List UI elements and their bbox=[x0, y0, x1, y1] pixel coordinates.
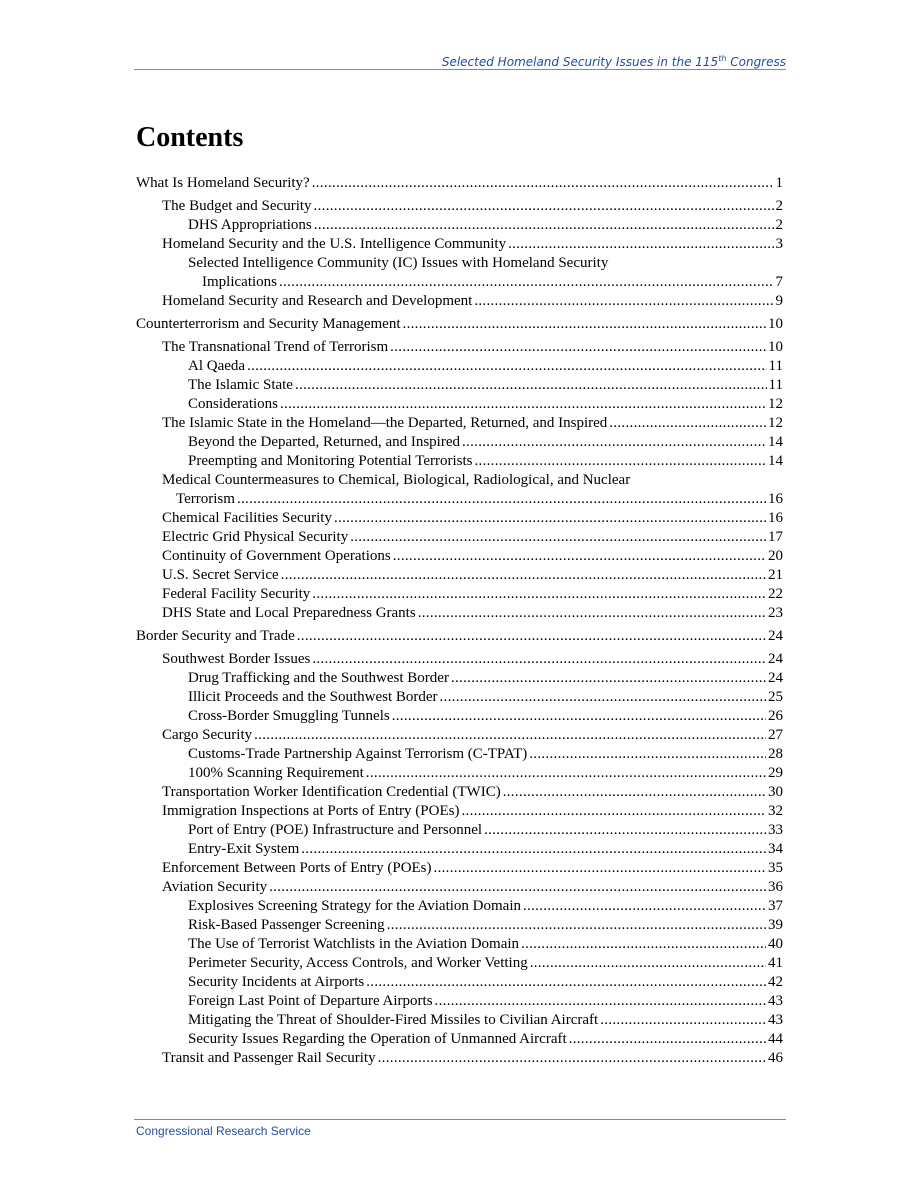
toc-page-number: 3 bbox=[775, 236, 783, 252]
toc-leader-dots bbox=[378, 1049, 766, 1068]
toc-entry-title: Southwest Border Issues bbox=[162, 651, 311, 667]
toc-entry-title: Chemical Facilities Security bbox=[162, 510, 332, 526]
toc-leader-dots bbox=[312, 650, 766, 669]
toc-leader-dots bbox=[435, 992, 766, 1011]
toc-page-number: 42 bbox=[768, 974, 783, 990]
toc-entry-title: Transportation Worker Identification Credential (TWIC) bbox=[162, 784, 501, 800]
toc-entry-title: U.S. Secret Service bbox=[162, 567, 279, 583]
toc-page-number: 14 bbox=[768, 453, 783, 469]
toc-leader-dots bbox=[280, 395, 766, 414]
toc-entry[interactable] bbox=[136, 1049, 783, 1068]
toc-entry-first-line[interactable] bbox=[136, 471, 783, 490]
toc-entry-title: Perimeter Security, Access Controls, and Worker Vetting bbox=[188, 955, 528, 971]
toc-page-number: 39 bbox=[768, 917, 783, 933]
toc-page-number: 21 bbox=[768, 567, 783, 583]
toc-page-number: 9 bbox=[775, 293, 783, 309]
toc-entry-title: Border Security and Trade bbox=[136, 628, 295, 644]
toc-leader-dots bbox=[314, 197, 774, 216]
toc-entry[interactable] bbox=[136, 935, 783, 954]
toc-entry[interactable] bbox=[136, 452, 783, 471]
toc-entry[interactable] bbox=[136, 745, 783, 764]
toc-page-number: 11 bbox=[768, 358, 783, 374]
toc-page-number: 11 bbox=[768, 377, 783, 393]
toc-leader-dots bbox=[462, 433, 766, 452]
toc-page-number: 36 bbox=[768, 879, 783, 895]
toc-leader-dots bbox=[269, 878, 766, 897]
toc-leader-dots bbox=[334, 509, 766, 528]
toc-page-number: 46 bbox=[768, 1050, 783, 1066]
toc-page-number: 10 bbox=[768, 339, 783, 355]
toc-entry-title: Illicit Proceeds and the Southwest Border bbox=[188, 689, 438, 705]
toc-entry-title: Foreign Last Point of Departure Airports bbox=[188, 993, 433, 1009]
toc-entry[interactable] bbox=[136, 627, 783, 646]
toc-entry[interactable] bbox=[136, 197, 783, 216]
toc-page-number: 1 bbox=[775, 175, 783, 191]
toc-entry[interactable] bbox=[136, 840, 783, 859]
toc-leader-dots bbox=[569, 1030, 766, 1049]
toc-entry[interactable] bbox=[136, 954, 783, 973]
toc-leader-dots bbox=[529, 745, 766, 764]
toc-entry-title: Transit and Passenger Rail Security bbox=[162, 1050, 376, 1066]
toc-entry-title: Al Qaeda bbox=[188, 358, 246, 374]
toc-page-number: 30 bbox=[768, 784, 783, 800]
toc-entry-title: Continuity of Government Operations bbox=[162, 548, 391, 564]
toc-page-number: 25 bbox=[768, 689, 783, 705]
toc-entry-title: Homeland Security and the U.S. Intelligence Community bbox=[162, 236, 507, 252]
toc-entry[interactable] bbox=[136, 357, 783, 376]
toc-entry[interactable] bbox=[136, 528, 783, 547]
toc-entry[interactable] bbox=[136, 174, 783, 193]
toc-page-number: 2 bbox=[775, 217, 783, 233]
toc-entry-title: DHS State and Local Preparedness Grants bbox=[162, 605, 416, 621]
toc-entry[interactable] bbox=[136, 992, 783, 1011]
toc-leader-dots bbox=[301, 840, 766, 859]
toc-page-number: 29 bbox=[768, 765, 783, 781]
toc-page-number: 28 bbox=[768, 746, 783, 762]
toc-leader-dots bbox=[609, 414, 766, 433]
footer-rule bbox=[134, 1119, 786, 1120]
toc-entry-title: Federal Facility Security bbox=[162, 586, 311, 602]
toc-entry-title: Mitigating the Threat of Shoulder-Fired Missiles to Civilian Aircraft bbox=[188, 1012, 599, 1028]
page-footer: Congressional Research Service bbox=[136, 1124, 311, 1138]
toc-entry-title: Security Issues Regarding the Operation of Unmanned Aircraft bbox=[188, 1031, 567, 1047]
toc-leader-dots bbox=[523, 897, 766, 916]
running-header bbox=[134, 54, 786, 69]
toc-leader-dots bbox=[314, 216, 774, 235]
toc-entry-title: The Transnational Trend of Terrorism bbox=[162, 339, 389, 355]
toc-leader-dots bbox=[508, 235, 773, 254]
toc-entry-title: Customs-Trade Partnership Against Terrorism (C-TPAT) bbox=[188, 746, 528, 762]
toc-entry[interactable] bbox=[136, 315, 783, 334]
toc-entry-title: Medical Countermeasures to Chemical, Biological, Radiological, and Nuclear bbox=[162, 472, 631, 488]
toc-entry-first-line[interactable] bbox=[136, 254, 783, 273]
toc-leader-dots bbox=[600, 1011, 766, 1030]
toc-entry[interactable] bbox=[136, 216, 783, 235]
toc-entry[interactable] bbox=[136, 859, 783, 878]
toc-page-number: 23 bbox=[768, 605, 783, 621]
toc-entry-title: Preempting and Monitoring Potential Terrorists bbox=[188, 453, 473, 469]
toc-leader-dots bbox=[461, 802, 766, 821]
toc-entry-title: Risk-Based Passenger Screening bbox=[188, 917, 385, 933]
toc-entry[interactable] bbox=[136, 973, 783, 992]
toc-page-number: 2 bbox=[775, 198, 783, 214]
toc-leader-dots bbox=[503, 783, 766, 802]
toc-page-number: 43 bbox=[768, 1012, 783, 1028]
toc-page-number: 32 bbox=[768, 803, 783, 819]
toc-leader-dots bbox=[350, 528, 766, 547]
header-suffix: Congress bbox=[726, 55, 786, 69]
toc-entry[interactable] bbox=[136, 235, 783, 254]
toc-entry[interactable] bbox=[136, 273, 783, 292]
toc-entry[interactable] bbox=[136, 707, 783, 726]
toc-entry[interactable] bbox=[136, 688, 783, 707]
toc-entry-title: Entry-Exit System bbox=[188, 841, 300, 857]
toc-entry[interactable] bbox=[136, 916, 783, 935]
toc-entry[interactable] bbox=[136, 547, 783, 566]
toc-entry[interactable] bbox=[136, 292, 783, 311]
toc-entry[interactable] bbox=[136, 604, 783, 623]
toc-entry[interactable] bbox=[136, 338, 783, 357]
toc-page-number: 16 bbox=[768, 491, 783, 507]
toc-entry-title: Aviation Security bbox=[162, 879, 268, 895]
toc-entry-title: Implications bbox=[202, 274, 277, 290]
page-title: Contents bbox=[136, 122, 244, 153]
toc-entry[interactable] bbox=[136, 414, 783, 433]
toc-page-number: 24 bbox=[768, 670, 783, 686]
toc-entry[interactable] bbox=[136, 585, 783, 604]
toc-entry[interactable] bbox=[136, 878, 783, 897]
toc-leader-dots bbox=[295, 376, 767, 395]
toc-entry-title: Cargo Security bbox=[162, 727, 253, 743]
toc-leader-dots bbox=[484, 821, 766, 840]
toc-entry-title: The Islamic State bbox=[188, 377, 293, 393]
toc-entry[interactable] bbox=[136, 650, 783, 669]
toc-entry-title: Considerations bbox=[188, 396, 278, 412]
toc-entry[interactable] bbox=[136, 821, 783, 840]
toc-entry-title: Port of Entry (POE) Infrastructure and Personnel bbox=[188, 822, 483, 838]
toc-entry-title: Selected Intelligence Community (IC) Issues with Homeland Security bbox=[188, 255, 609, 271]
toc-leader-dots bbox=[530, 954, 766, 973]
toc-entry[interactable] bbox=[136, 376, 783, 395]
toc-entry-title: Immigration Inspections at Ports of Entry (POEs) bbox=[162, 803, 460, 819]
toc-entry-title: Enforcement Between Ports of Entry (POEs) bbox=[162, 860, 432, 876]
toc-leader-dots bbox=[279, 273, 774, 292]
toc-leader-dots bbox=[366, 973, 766, 992]
toc-entry-title: Homeland Security and Research and Development bbox=[162, 293, 473, 309]
toc-entry[interactable] bbox=[136, 897, 783, 916]
toc-entry-title: What Is Homeland Security? bbox=[136, 175, 310, 191]
toc-leader-dots bbox=[247, 357, 766, 376]
table-of-contents bbox=[136, 174, 783, 1068]
toc-page-number: 12 bbox=[768, 415, 783, 431]
toc-entry-title: Drug Trafficking and the Southwest Border bbox=[188, 670, 449, 686]
toc-leader-dots bbox=[390, 338, 766, 357]
toc-page-number: 16 bbox=[768, 510, 783, 526]
toc-leader-dots bbox=[387, 916, 766, 935]
toc-page-number: 35 bbox=[768, 860, 783, 876]
toc-leader-dots bbox=[474, 452, 766, 471]
toc-entry-title: DHS Appropriations bbox=[188, 217, 312, 233]
header-text: Selected Homeland Security Issues in the 115 bbox=[441, 55, 719, 69]
toc-page-number: 22 bbox=[768, 586, 783, 602]
toc-page-number: 24 bbox=[768, 651, 783, 667]
toc-page-number: 41 bbox=[768, 955, 783, 971]
toc-entry[interactable] bbox=[136, 509, 783, 528]
toc-leader-dots bbox=[254, 726, 766, 745]
header-rule bbox=[134, 69, 786, 70]
toc-page-number: 20 bbox=[768, 548, 783, 564]
toc-leader-dots bbox=[521, 935, 766, 954]
toc-entry-title: Explosives Screening Strategy for the Aviation Domain bbox=[188, 898, 521, 914]
toc-leader-dots bbox=[440, 688, 766, 707]
toc-page-number: 10 bbox=[768, 316, 783, 332]
toc-page-number: 26 bbox=[768, 708, 783, 724]
toc-entry[interactable] bbox=[136, 490, 783, 509]
toc-page-number: 24 bbox=[768, 628, 783, 644]
toc-leader-dots bbox=[418, 604, 766, 623]
toc-page-number: 43 bbox=[768, 993, 783, 1009]
toc-entry-title: Beyond the Departed, Returned, and Inspired bbox=[188, 434, 460, 450]
toc-entry[interactable] bbox=[136, 566, 783, 585]
toc-leader-dots bbox=[392, 707, 766, 726]
toc-leader-dots bbox=[366, 764, 766, 783]
toc-entry-title: 100% Scanning Requirement bbox=[188, 765, 364, 781]
toc-entry-title: The Budget and Security bbox=[162, 198, 312, 214]
toc-leader-dots bbox=[281, 566, 766, 585]
toc-leader-dots bbox=[312, 174, 774, 193]
toc-entry-title: Electric Grid Physical Security bbox=[162, 529, 349, 545]
toc-page-number: 44 bbox=[768, 1031, 783, 1047]
toc-entry-title: Counterterrorism and Security Management bbox=[136, 316, 401, 332]
toc-entry[interactable] bbox=[136, 669, 783, 688]
toc-entry-title: The Islamic State in the Homeland—the Departed, Returned, and Inspired bbox=[162, 415, 608, 431]
toc-leader-dots bbox=[434, 859, 766, 878]
header-superscript: th bbox=[718, 54, 727, 63]
toc-entry-title: Terrorism bbox=[176, 491, 235, 507]
toc-leader-dots bbox=[451, 669, 766, 688]
toc-entry[interactable] bbox=[136, 802, 783, 821]
toc-page-number: 33 bbox=[768, 822, 783, 838]
toc-entry-title: Security Incidents at Airports bbox=[188, 974, 365, 990]
toc-leader-dots bbox=[237, 490, 766, 509]
toc-leader-dots bbox=[312, 585, 766, 604]
toc-page-number: 27 bbox=[768, 727, 783, 743]
toc-leader-dots bbox=[403, 315, 766, 334]
toc-page-number: 40 bbox=[768, 936, 783, 952]
toc-entry[interactable] bbox=[136, 783, 783, 802]
toc-page-number: 14 bbox=[768, 434, 783, 450]
toc-page-number: 37 bbox=[768, 898, 783, 914]
toc-leader-dots bbox=[474, 292, 773, 311]
toc-entry[interactable] bbox=[136, 764, 783, 783]
toc-page-number: 12 bbox=[768, 396, 783, 412]
toc-entry[interactable] bbox=[136, 1030, 783, 1049]
toc-page-number: 34 bbox=[768, 841, 783, 857]
toc-entry[interactable] bbox=[136, 1011, 783, 1030]
toc-leader-dots bbox=[297, 627, 766, 646]
toc-entry-title: Cross-Border Smuggling Tunnels bbox=[188, 708, 390, 724]
toc-entry[interactable] bbox=[136, 395, 783, 414]
toc-entry[interactable] bbox=[136, 433, 783, 452]
toc-page-number: 17 bbox=[768, 529, 783, 545]
toc-entry[interactable] bbox=[136, 726, 783, 745]
toc-leader-dots bbox=[393, 547, 766, 566]
toc-page-number: 7 bbox=[775, 274, 783, 290]
toc-entry-title: The Use of Terrorist Watchlists in the Aviation Domain bbox=[188, 936, 520, 952]
